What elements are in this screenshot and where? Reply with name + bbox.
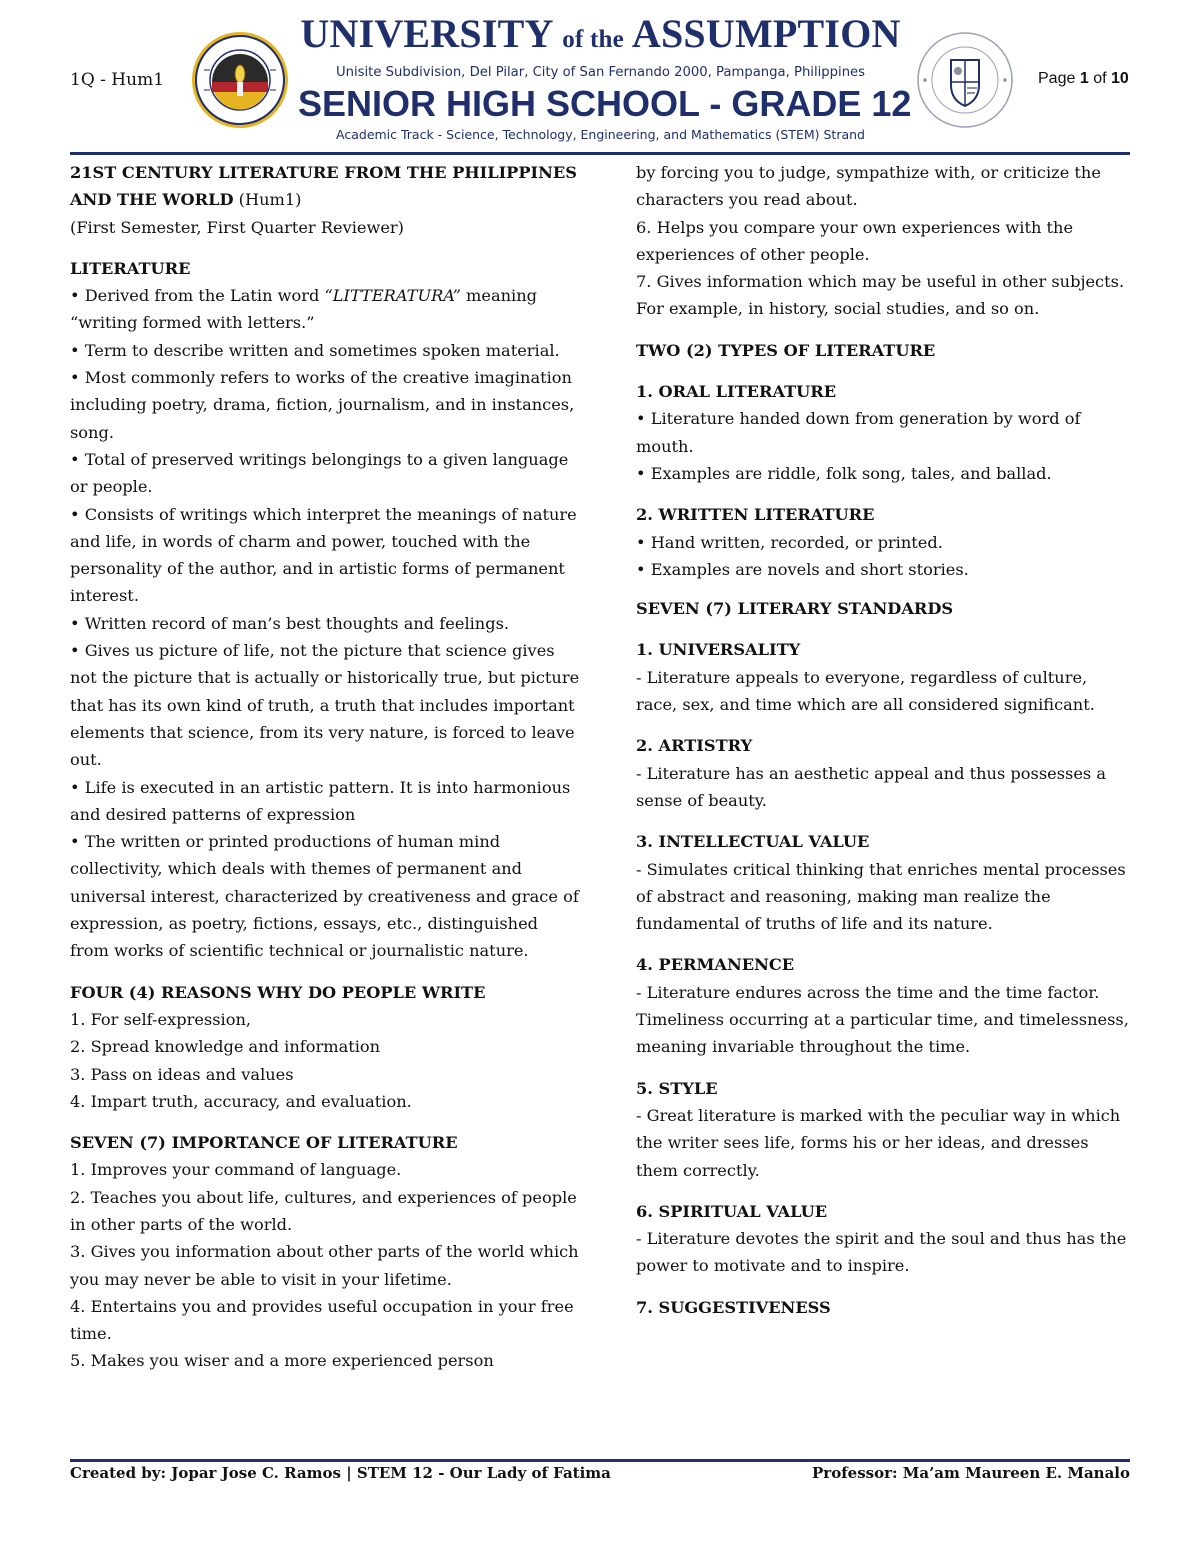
footer-professor: Professor: Ma’am Maureen E. Manalo — [812, 1464, 1130, 1482]
list-item: 1. Improves your command of language. — [70, 1160, 402, 1180]
list-item: 3. Pass on ideas and values — [70, 1064, 294, 1084]
section-heading: SEVEN (7) LITERARY STANDARDS — [636, 599, 954, 619]
document-title: 21ST CENTURY LITERATURE FROM THE PHILIPPINES AND THE WORLD (Hum1) — [70, 163, 577, 210]
list-item: 1. For self-expression, — [70, 1009, 252, 1029]
section-heading: LITERATURE — [70, 258, 191, 278]
list-item: 4. Entertains you and provides useful occupation in your free time. — [70, 1296, 574, 1344]
subsection-heading: 5. STYLE — [636, 1078, 718, 1098]
section-heading: FOUR (4) REASONS WHY DO PEOPLE WRITE — [70, 982, 486, 1002]
list-item: 2. Spread knowledge and information — [70, 1037, 381, 1057]
institution-block — [298, 11, 912, 144]
section-heading: TWO (2) TYPES OF LITERATURE — [636, 340, 936, 360]
academic-track: Academic Track - Science, Technology, Engineering, and Mathematics (STEM) Strand — [336, 127, 865, 142]
list-item: • Total of preserved writings belongings to a given language or people. — [70, 449, 569, 497]
list-item: • Written record of man’s best thoughts and feelings. — [70, 613, 510, 633]
list-item: by forcing you to judge, sympathize with, or criticize the characters you read about. — [636, 163, 1101, 210]
shs-seal-icon — [915, 30, 1015, 130]
subsection-heading: 7. SUGGESTIVENESS — [636, 1297, 831, 1317]
list-item: 4. Impart truth, accuracy, and evaluation. — [70, 1091, 412, 1111]
list-item: • Term to describe written and sometimes spoken material. — [70, 340, 560, 360]
subsection-heading: 1. ORAL LITERATURE — [636, 382, 837, 402]
list-item: - Simulates critical thinking that enriches mental processes of abstract and reasoning, making man realize the fundamental of truths of life and its nature. — [636, 859, 1126, 934]
left-column — [70, 159, 580, 1375]
subsection-heading: 2. WRITTEN LITERATURE — [636, 505, 875, 525]
list-item: 7. Gives information which may be useful in other subjects. For example, in history, social studies, and so on. — [636, 272, 1125, 319]
list-item: - Literature has an aesthetic appeal and thus possesses a sense of beauty. — [636, 763, 1107, 810]
list-item: 5. Makes you wiser and a more experienced person — [70, 1351, 494, 1371]
list-item: - Literature appeals to everyone, regardless of culture, race, sex, and time which are all considered significant. — [636, 667, 1095, 715]
university-name: UNIVERSITY of the ASSUMPTION — [300, 11, 901, 56]
list-item: • Derived from the Latin word “LITTERATURA” meaning “writing formed with letters.” — [70, 286, 537, 333]
list-item: • Most commonly refers to works of the creative imagination including poetry, drama, fiction, journalism, and in instances, song. — [70, 368, 575, 442]
list-item: • Hand written, recorded, or printed. — [636, 532, 943, 552]
list-item: • Consists of writings which interpret the meanings of nature and life, in words of charm and power, touched with the personality of the author, and in artistic forms of permanent interest. — [70, 504, 577, 606]
list-item: • Literature handed down from generation by word of mouth. — [636, 409, 1081, 456]
university-seal-icon — [190, 30, 290, 130]
course-code: 1Q - Hum1 — [70, 70, 165, 90]
list-item: • Gives us picture of life, not the picture that science gives not the picture that is actually or historically true, but picture that has its own kind of truth, a truth that includes important elements that science, from its very nature, is forced to leave out. — [70, 641, 580, 770]
university-address: Unisite Subdivision, Del Pilar, City of San Fernando 2000, Pampanga, Philippines — [335, 65, 866, 80]
page-header — [0, 0, 1200, 155]
list-item: • Examples are riddle, folk song, tales, and ballad. — [636, 463, 1052, 483]
subsection-heading: 4. PERMANENCE — [636, 955, 795, 975]
subsection-heading: 3. INTELLECTUAL VALUE — [636, 832, 870, 852]
list-item: 2. Teaches you about life, cultures, and experiences of people in other parts of the world. — [70, 1187, 577, 1234]
header-rule — [70, 152, 1130, 155]
list-item: - Great literature is marked with the peculiar way in which the writer sees life, forms his or her ideas, and dresses them correctly. — [636, 1105, 1121, 1180]
subsection-heading: 6. SPIRITUAL VALUE — [636, 1201, 828, 1221]
subsection-heading: 2. ARTISTRY — [636, 736, 753, 756]
right-column — [636, 159, 1130, 1321]
list-item: • The written or printed productions of human mind collectivity, which deals with themes of permanent and universal interest, characterized by creativeness and grace of expression, as poetry, fictions, essays, etc., distinguished from works of scientific technical or journalistic nature. — [70, 832, 579, 961]
list-item: • Life is executed in an artistic pattern. It is into harmonious and desired patterns of expression — [70, 777, 571, 824]
subsection-heading: 1. UNIVERSALITY — [636, 640, 801, 660]
section-heading: SEVEN (7) IMPORTANCE OF LITERATURE — [70, 1133, 458, 1153]
footer-author: Created by: Jopar Jose C. Ramos | STEM 12 - Our Lady of Fatima — [70, 1464, 611, 1482]
document-subtitle: (First Semester, First Quarter Reviewer) — [70, 217, 404, 237]
page-indicator: Page 1 of 10 — [1038, 70, 1129, 87]
list-item: • Examples are novels and short stories. — [636, 559, 969, 579]
list-item: - Literature endures across the time and the time factor. Timeliness occurring at a particular time, and timelessness, meaning invariable throughout the time. — [636, 982, 1129, 1057]
list-item: - Literature devotes the spirit and the soul and thus has the power to motivate and to inspire. — [636, 1229, 1127, 1276]
list-item: 6. Helps you compare your own experiences with the experiences of other people. — [636, 217, 1074, 264]
footer-rule — [70, 1459, 1130, 1462]
school-level: SENIOR HIGH SCHOOL - GRADE 12 — [298, 83, 912, 124]
list-item: 3. Gives you information about other parts of the world which you may never be able to visit in your lifetime. — [70, 1242, 579, 1289]
